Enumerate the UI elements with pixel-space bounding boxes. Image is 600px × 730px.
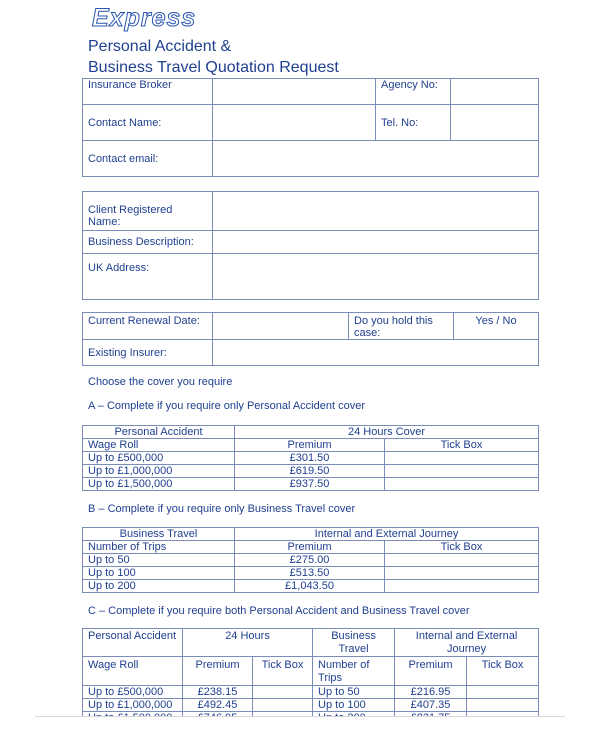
tick-box[interactable]: [385, 465, 539, 478]
section-c-table: [82, 628, 539, 725]
section-b-table: [82, 527, 539, 593]
broker-contact-table: [82, 78, 539, 177]
section-c-journey-header: Internal and External Journey: [395, 629, 539, 657]
client-details-table: [82, 191, 539, 300]
business-description-field[interactable]: [213, 231, 539, 254]
premium-value: £619.50: [235, 465, 385, 478]
table-row-label: Up to £500,000: [83, 452, 235, 465]
tick-box[interactable]: [253, 699, 313, 712]
client-registered-label: Client Registered Name:: [83, 192, 213, 231]
premium-value: £301.50: [235, 452, 385, 465]
section-b-col1-header: Business Travel: [83, 528, 235, 541]
premium-value: £238.15: [183, 686, 253, 699]
tel-no-label: Tel. No:: [376, 105, 451, 141]
renewal-date-label: Current Renewal Date:: [83, 313, 213, 340]
premium-value: £937.50: [235, 478, 385, 491]
premium-value: £275.00: [235, 554, 385, 567]
business-description-label: Business Description:: [83, 231, 213, 254]
section-a-tick-header: Tick Box: [385, 439, 539, 452]
agency-no-label: Agency No:: [376, 79, 451, 105]
table-row-label: Up to £1,000,000: [83, 699, 183, 712]
table-row-label: Up to £1,000,000: [83, 465, 235, 478]
premium-value: £1,043.50: [235, 580, 385, 593]
table-row-label: Up to 50: [313, 686, 395, 699]
table-row-label: Up to 50: [83, 554, 235, 567]
section-a-heading: A – Complete if you require only Personal Accident cover: [88, 400, 365, 412]
premium-value: £492.45: [183, 699, 253, 712]
tick-box[interactable]: [385, 478, 539, 491]
table-row-label: Up to 100: [313, 699, 395, 712]
section-b-tick-header: Tick Box: [385, 541, 539, 554]
section-c-pa-tick-header: Tick Box: [253, 657, 313, 686]
tick-box[interactable]: [385, 554, 539, 567]
section-b-premium-header: Premium: [235, 541, 385, 554]
section-a-premium-header: Premium: [235, 439, 385, 452]
section-c-wage-roll: Wage Roll: [83, 657, 183, 686]
section-c-trips-header: Number of Trips: [313, 657, 395, 686]
section-b-col2-header: Internal and External Journey: [235, 528, 539, 541]
existing-insurer-field[interactable]: [213, 340, 539, 366]
tick-box[interactable]: [385, 580, 539, 593]
hold-case-label: Do you hold this case:: [349, 313, 454, 340]
tel-no-field[interactable]: [451, 105, 539, 141]
page-title-line1: Personal Accident &: [88, 38, 232, 55]
table-row-label: Up to 100: [83, 567, 235, 580]
contact-name-label: Contact Name:: [83, 105, 213, 141]
renewal-table: [82, 312, 539, 366]
section-b-row-label: Number of Trips: [83, 541, 235, 554]
tick-box[interactable]: [467, 686, 539, 699]
existing-insurer-label: Existing Insurer:: [83, 340, 213, 366]
premium-value: £216.95: [395, 686, 467, 699]
section-c-pa-header: Personal Accident: [83, 629, 183, 657]
section-b-heading: B – Complete if you require only Business Travel cover: [88, 503, 356, 515]
insurance-broker-label: Insurance Broker: [83, 79, 213, 105]
insurance-broker-field[interactable]: [213, 79, 376, 105]
logo: Express: [92, 4, 197, 32]
choose-cover-heading: Choose the cover you require: [88, 376, 233, 388]
page-edge-line: [35, 716, 565, 717]
section-c-bt-tick-header: Tick Box: [467, 657, 539, 686]
contact-email-label: Contact email:: [83, 141, 213, 177]
agency-no-field[interactable]: [451, 79, 539, 105]
tick-box[interactable]: [385, 567, 539, 580]
section-a-col1-header: Personal Accident: [83, 426, 235, 439]
tick-box[interactable]: [385, 452, 539, 465]
tick-box[interactable]: [467, 699, 539, 712]
page-cutoff: [0, 716, 600, 730]
client-registered-field[interactable]: [213, 192, 539, 231]
section-c-pa-premium-header: Premium: [183, 657, 253, 686]
table-row-label: Up to 200: [83, 580, 235, 593]
section-a-row-label: Wage Roll: [83, 439, 235, 452]
premium-value: £513.50: [235, 567, 385, 580]
contact-email-field[interactable]: [213, 141, 539, 177]
page-title-line2: Business Travel Quotation Request: [88, 59, 339, 76]
section-c-bt-header: Business Travel: [313, 629, 395, 657]
section-a-col2-header: 24 Hours Cover: [235, 426, 539, 439]
uk-address-label: UK Address:: [83, 254, 213, 300]
contact-name-field[interactable]: [213, 105, 376, 141]
tick-box[interactable]: [253, 686, 313, 699]
section-c-heading: C – Complete if you require both Personal Accident and Business Travel cover: [88, 605, 470, 617]
uk-address-field[interactable]: [213, 254, 539, 300]
section-c-hours-header: 24 Hours: [183, 629, 313, 657]
renewal-date-field[interactable]: [213, 313, 349, 340]
yes-no-choice[interactable]: Yes / No: [454, 313, 539, 340]
table-row-label: Up to £500,000: [83, 686, 183, 699]
premium-value: £407.35: [395, 699, 467, 712]
section-c-bt-premium-header: Premium: [395, 657, 467, 686]
table-row-label: Up to £1,500,000: [83, 478, 235, 491]
section-a-table: [82, 425, 539, 491]
